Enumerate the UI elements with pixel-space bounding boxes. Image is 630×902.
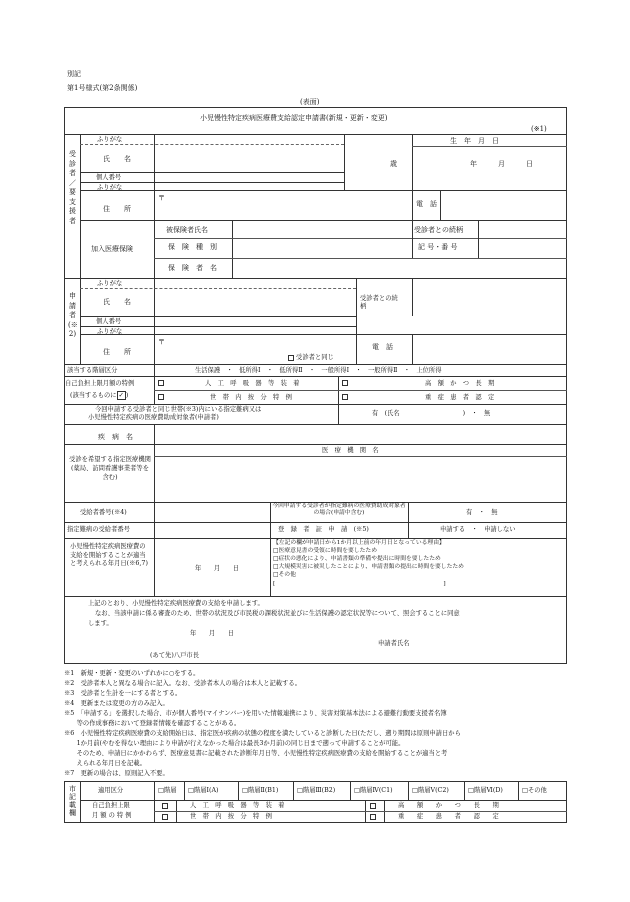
office-tier-other[interactable]: □その他 (522, 787, 547, 794)
applicant-myno-label: 個人番号 (96, 318, 122, 325)
insurance-label: 加入医療保険 (91, 245, 133, 253)
sibling-question-2: 小児慢性特定疾病の医療費助成対象者(申請者) (88, 414, 219, 421)
patient-name-label: 氏 名 (103, 155, 131, 163)
reason-1[interactable]: □医療意見書の受領に時間を要したため (273, 548, 378, 554)
note: ※1 新規・更新・変更のいずれかに○をする。 (64, 670, 200, 677)
special-option-longterm: 高 額 か つ 長 期 (425, 380, 495, 387)
special-option-household: 世 帯 内 按 分 特 例 (210, 394, 292, 401)
sibling-answer[interactable]: 有 (氏名 ) ・ 無 (372, 410, 491, 417)
applicant-name-label: 氏 名 (103, 298, 131, 306)
office-option-longterm: 高 額 か つ 長 期 (398, 802, 499, 809)
side-label: (表面) (300, 98, 320, 106)
applicant-postal: 〒 (158, 338, 165, 346)
note: ※7 更新の場合は、原則記入不要。 (64, 770, 169, 777)
note: ※2 受診者本人と異なる場合に記入。なお、受診者本人の場合は本人と記載する。 (64, 680, 301, 687)
special-checkbox-3[interactable] (158, 393, 164, 401)
office-check-1[interactable] (162, 802, 168, 810)
declaration-line-2: なお、当該申請に係る審査のため、世帯の状況及び市民税の課税状況並びに生活保護の認定状況等について、照会することに同意 (95, 610, 460, 617)
institution-header: 医 療 機 関 名 (322, 447, 379, 454)
birth-label: 生 年 月 日 (450, 137, 499, 145)
reason-other-bracket[interactable]: [ ] (273, 581, 446, 587)
office-label: 市記載欄 (69, 785, 76, 817)
same-as-patient-checkbox[interactable]: 受診者と同じ (288, 354, 334, 362)
start-date-value[interactable]: 年 月 日 (195, 565, 240, 572)
start-date-label: 小児慢性特定疾病医療費の支給を開始することが適当と考えられる年月日(※6,7) (70, 543, 148, 567)
age-label: 歳 (390, 160, 397, 168)
patient-address-label: 住 所 (103, 205, 131, 213)
note: ※6 小児慢性特定疾病医療費の支給開始日は、指定医が疾病の状態の程度を満たしていると診断した日(ただし、遡り期間は原則申請日から (64, 730, 461, 737)
applicant-furigana-label: ふりがな (97, 280, 123, 287)
symbol-number-label: 記 号・番 号 (418, 243, 458, 251)
special-checkbox-4[interactable] (342, 393, 348, 401)
relation-label: 受診者との続柄 (414, 226, 463, 234)
office-option-ventilator: 人 工 呼 吸 器 等 装 着 (190, 802, 285, 809)
institution-label: 受診を希望する指定医療機関(薬局、訪問看護事業者等を含む) (69, 456, 151, 481)
registration-label: 登 録 者 証 申 請 (※5) (278, 526, 369, 533)
special-checkbox-1[interactable] (158, 379, 164, 387)
office-check-3[interactable] (162, 813, 168, 821)
note: えられる年月日を記載。 (64, 760, 146, 767)
office-check-4[interactable] (370, 813, 376, 821)
special-label: 自己負担上限月額の特例 (65, 380, 135, 387)
declaration-line-3: します。 (88, 620, 113, 627)
special-sub-label: (該当するものに ✓ ) (70, 392, 129, 399)
annex-label: 別記 (67, 70, 81, 78)
note: ※3 受診者と生計を一にする者とする。 (64, 690, 182, 697)
form-number: 第1号様式(第2条関係) (67, 84, 138, 92)
office-option-household: 世 帯 内 按 分 特 例 (190, 813, 272, 820)
disease-label: 疾 病 名 (98, 433, 133, 441)
office-special-label-2: 月 額 の 特 例 (92, 812, 132, 819)
office-tier-none[interactable]: □階層 (158, 787, 177, 794)
sibling-question-1: 今回申請する受診者と同じ世帯(※3)内にいる指定難病又は (95, 406, 262, 413)
tier-options[interactable]: 生活保護 ・ 低所得Ⅰ ・ 低所得Ⅱ ・ 一般所得Ⅰ ・ 一般所得Ⅱ ・ 上位所得 (195, 367, 442, 374)
recipient-number-label: 受給者番号(※4) (80, 509, 127, 516)
note: ※5 「申請する」を選択した場合、市が個人番号(マイナンバー)を用いた情報連携により、災害対策基本法による避難行動要支援者名簿 (64, 710, 447, 717)
declaration-line-1: 上記のとおり、小児慢性特定疾病医療費の支給を申請します。 (88, 600, 264, 607)
insured-name-label: 被保険者氏名 (166, 226, 208, 234)
patient-furigana-label: ふりがな (97, 136, 123, 143)
applicant-address-label: 住 所 (103, 348, 131, 356)
insurer-label: 保 険 者 名 (168, 264, 217, 272)
note: 等の作成事務において登録者情報を確認することがある。 (64, 720, 241, 727)
insurance-type-label: 保 険 種 別 (168, 243, 217, 251)
applicant-relation-label: 受診者との続 柄 (360, 295, 405, 310)
reason-title: 【左記の欄が申請日から1か月以上前の年月日となっている理由】 (273, 540, 445, 546)
office-option-severe: 重 症 患 者 認 定 (398, 813, 499, 820)
nanbyo-number-label: 指定難病の受給者番号 (67, 526, 130, 533)
office-tier-3[interactable]: □階層Ⅲ(B2) (297, 787, 336, 794)
patient-postal: 〒 (158, 194, 165, 202)
signer-label: 申請者氏名 (378, 640, 410, 647)
special-option-ventilator: 人 工 呼 吸 器 等 装 着 (205, 380, 300, 387)
note: そのため、申請日にかかわらず、医療意見書に記載された診断年月日等、小児慢性特定疾病医療費の支給を開始することが適当と考 (64, 750, 448, 757)
title-note: (※1) (531, 125, 547, 133)
special-option-severe: 重 症 患 者 認 定 (425, 394, 495, 401)
special-checkbox-2[interactable] (342, 379, 348, 387)
patient-myno-label: 個人番号 (96, 174, 122, 181)
office-tier-1[interactable]: □階層Ⅰ(A) (188, 787, 219, 794)
patient-phone-label: 電 話 (416, 200, 437, 208)
form-title: 小児慢性特定疾病医療費支給認定申請書(新規・更新・変更) (200, 114, 388, 122)
addressee: (あて先)八戸市長 (150, 652, 199, 659)
reason-3[interactable]: □大規模災害に被災したことにより、申請書類の提出に時間を要したため (273, 564, 464, 570)
reason-4[interactable]: □その他 (273, 572, 296, 578)
applicant-group-label: 申請者(※2) (68, 292, 78, 338)
office-tier-label: 適用区分 (98, 787, 124, 794)
registration-answer[interactable]: 申請する ・ 申請しない (440, 526, 516, 533)
note: ※4 更新または変更の方のみ記入。 (64, 700, 169, 707)
nanbyo-answer[interactable]: 有 ・ 無 (466, 509, 498, 516)
patient-group-label: 受診者／要支援者 (69, 150, 76, 225)
office-tier-2[interactable]: □階層Ⅱ(B1) (242, 787, 279, 794)
applicant-furigana2-label: ふりがな (97, 328, 123, 335)
note: 1か月前(やむを得ない理由により申請が行えなかった場合は最長3か月前)の同じ日まで遡って申請することが可能。 (64, 740, 405, 747)
patient-furigana2-label: ふりがな (97, 184, 123, 191)
declaration-date[interactable]: 年 月 日 (190, 630, 235, 637)
office-special-label-1: 自己負担上限 (92, 802, 130, 809)
nanbyo-question: 今回申請する受診者が指定難病の医療費助成対象者の場合(申請中含む) (272, 503, 406, 516)
office-tier-5[interactable]: □階層Ⅴ(C2) (412, 787, 449, 794)
reason-2[interactable]: □症状の悪化により、申請書類の準備や提出に時間を要したため (273, 556, 441, 562)
birth-date-value: 年 月 日 (470, 160, 533, 168)
applicant-phone-label: 電 話 (372, 343, 393, 351)
office-tier-6[interactable]: □階層Ⅵ(D) (468, 787, 503, 794)
office-check-2[interactable] (370, 802, 376, 810)
office-tier-4[interactable]: □階層Ⅳ(C1) (354, 787, 393, 794)
tier-label: 該当する階層区分 (67, 367, 118, 374)
